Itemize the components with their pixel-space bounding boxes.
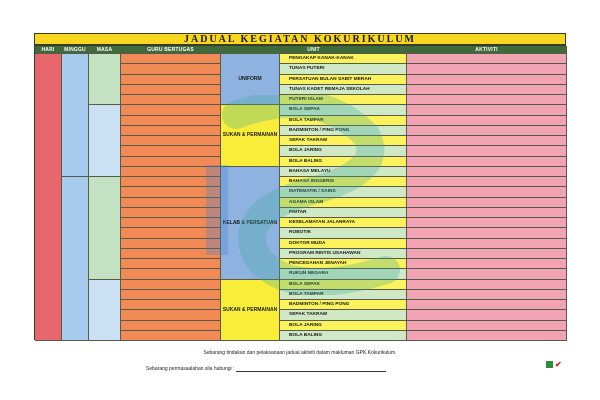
masa-cell[interactable]: [89, 105, 121, 177]
aktiviti-cell[interactable]: [407, 300, 567, 310]
guru-bertugas-cell[interactable]: [121, 116, 221, 126]
unit-item: DOKTOR MUDA: [280, 239, 407, 249]
guru-bertugas-cell[interactable]: [121, 157, 221, 167]
aktiviti-cell[interactable]: [407, 310, 567, 320]
masa-cell[interactable]: [89, 280, 121, 342]
guru-bertugas-cell[interactable]: [121, 167, 221, 177]
guru-bertugas-cell[interactable]: [121, 95, 221, 105]
header-minggu: MINGGU: [62, 46, 89, 54]
aktiviti-cell[interactable]: [407, 239, 567, 249]
aktiviti-cell[interactable]: [407, 105, 567, 115]
aktiviti-cell[interactable]: [407, 85, 567, 95]
aktiviti-cell[interactable]: [407, 331, 567, 341]
aktiviti-cell[interactable]: [407, 75, 567, 85]
guru-bertugas-cell[interactable]: [121, 187, 221, 197]
contact-line: [146, 366, 386, 372]
unit-item: BOLA JARING: [280, 146, 407, 156]
guru-bertugas-cell[interactable]: [121, 290, 221, 300]
schedule-table: [34, 45, 566, 340]
aktiviti-cell[interactable]: [407, 177, 567, 187]
aktiviti-cell[interactable]: [407, 95, 567, 105]
unit-item: AGAMA ISLAM: [280, 198, 407, 208]
aktiviti-cell[interactable]: [407, 321, 567, 331]
aktiviti-cell[interactable]: [407, 116, 567, 126]
guru-bertugas-cell[interactable]: [121, 85, 221, 95]
footer-logos: [546, 361, 562, 368]
guru-bertugas-cell[interactable]: [121, 228, 221, 238]
aktiviti-cell[interactable]: [407, 259, 567, 269]
header-hari: HARI: [35, 46, 62, 54]
aktiviti-cell[interactable]: [407, 198, 567, 208]
guru-bertugas-cell[interactable]: [121, 75, 221, 85]
guru-bertugas-cell[interactable]: [121, 321, 221, 331]
unit-item: SEPAK TAKRAW: [280, 310, 407, 320]
unit-item: BADMINTON / PING PONG: [280, 126, 407, 136]
hari-cell[interactable]: [35, 54, 62, 341]
header-unit: UNIT: [221, 46, 407, 54]
unit-item: BAHASA INGGERIS: [280, 177, 407, 187]
unit-item: PINTAR: [280, 208, 407, 218]
unit-item: PENGAKAP KANAK-KANAK: [280, 54, 407, 64]
footer-note: Sebarang tindakan dan pelaksanaan jadual aktiviti dalam makluman GPK.Kokurikulum.: [203, 350, 397, 356]
guru-bertugas-cell[interactable]: [121, 249, 221, 259]
unit-item: BAHASA MELAYU: [280, 167, 407, 177]
aktiviti-cell[interactable]: [407, 64, 567, 74]
aktiviti-cell[interactable]: [407, 269, 567, 279]
guru-bertugas-cell[interactable]: [121, 136, 221, 146]
aktiviti-cell[interactable]: [407, 208, 567, 218]
unit-item: BOLA BALING: [280, 157, 407, 167]
brand-logo-icon: [546, 361, 553, 368]
aktiviti-cell[interactable]: [407, 187, 567, 197]
guru-bertugas-cell[interactable]: [121, 146, 221, 156]
header-aktiviti: AKTIVITI: [407, 46, 567, 54]
aktiviti-cell[interactable]: [407, 167, 567, 177]
unit-item: SEPAK TAKRAW: [280, 136, 407, 146]
minggu-cell[interactable]: [62, 54, 89, 177]
check-logo-icon: ✔: [555, 360, 562, 369]
aktiviti-cell[interactable]: [407, 146, 567, 156]
aktiviti-cell[interactable]: [407, 280, 567, 290]
guru-bertugas-cell[interactable]: [121, 105, 221, 115]
aktiviti-cell[interactable]: [407, 157, 567, 167]
guru-bertugas-cell[interactable]: [121, 280, 221, 290]
guru-bertugas-cell[interactable]: [121, 208, 221, 218]
unit-item: PENCEGAHAN JENAYAH: [280, 259, 407, 269]
minggu-cell[interactable]: [62, 177, 89, 341]
guru-bertugas-cell[interactable]: [121, 64, 221, 74]
header-masa: MASA: [89, 46, 121, 54]
aktiviti-cell[interactable]: [407, 249, 567, 259]
guru-bertugas-cell[interactable]: [121, 331, 221, 341]
unit-item: BOLA JARING: [280, 321, 407, 331]
aktiviti-cell[interactable]: [407, 54, 567, 64]
header-guru-bertugas: GURU BERTUGAS: [121, 46, 221, 54]
unit-group-sukan-permainan-2: SUKAN & PERMAINAN: [221, 280, 280, 342]
title-bar: [34, 33, 566, 45]
guru-bertugas-cell[interactable]: [121, 259, 221, 269]
unit-item: PERSATUAN BULAN SABIT MERAH: [280, 75, 407, 85]
unit-group-uniform: UNIFORM: [221, 54, 280, 105]
unit-item: RUKUN NEGARA: [280, 269, 407, 279]
guru-bertugas-cell[interactable]: [121, 198, 221, 208]
unit-item: BOLA SEPAK: [280, 280, 407, 290]
unit-item: BOLA BALING: [280, 331, 407, 341]
unit-item: PROGRAM RINTIS USAHAWAN: [280, 249, 407, 259]
aktiviti-cell[interactable]: [407, 228, 567, 238]
unit-item: MATEMATIK / SAINS: [280, 187, 407, 197]
unit-item: KESELAMATAN JALANRAYA: [280, 218, 407, 228]
guru-bertugas-cell[interactable]: [121, 300, 221, 310]
unit-item: BOLA TAMPAR: [280, 116, 407, 126]
contact-input-line[interactable]: [236, 367, 386, 372]
guru-bertugas-cell[interactable]: [121, 177, 221, 187]
unit-item: BOLA TAMPAR: [280, 290, 407, 300]
unit-item: BOLA SEPAK: [280, 105, 407, 115]
unit-group-kelab-persatuan: KELAB & PERSATUAN: [221, 167, 280, 280]
contact-label: Sebarang permasaalahan sila hubungi :: [146, 366, 235, 372]
page-title: JADUAL KEGIATAN KOKURIKULUM: [184, 33, 416, 45]
aktiviti-cell[interactable]: [407, 136, 567, 146]
aktiviti-cell[interactable]: [407, 290, 567, 300]
masa-cell[interactable]: [89, 54, 121, 105]
guru-bertugas-cell[interactable]: [121, 54, 221, 64]
guru-bertugas-cell[interactable]: [121, 310, 221, 320]
aktiviti-cell[interactable]: [407, 218, 567, 228]
guru-bertugas-cell[interactable]: [121, 269, 221, 279]
unit-item: TUNAS PUTERI: [280, 64, 407, 74]
unit-item: BADMINTON / PING PONG: [280, 300, 407, 310]
unit-group-sukan-permainan: SUKAN & PERMAINAN: [221, 105, 280, 167]
guru-bertugas-cell[interactable]: [121, 218, 221, 228]
guru-bertugas-cell[interactable]: [121, 239, 221, 249]
unit-item: ROBOTIK: [280, 228, 407, 238]
masa-cell[interactable]: [89, 177, 121, 280]
guru-bertugas-cell[interactable]: [121, 126, 221, 136]
unit-item: PUTERI ISLAM: [280, 95, 407, 105]
unit-item: TUNAS KADET REMAJA SEKOLAH: [280, 85, 407, 95]
aktiviti-cell[interactable]: [407, 126, 567, 136]
